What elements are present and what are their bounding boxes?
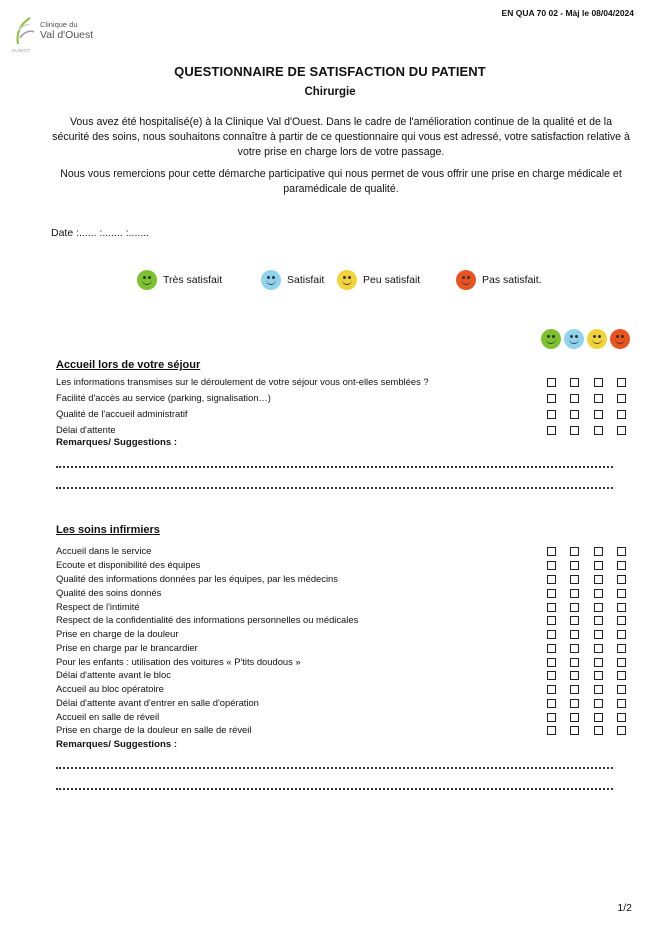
rating-checkbox-1[interactable] [547,713,556,722]
question-row: Accueil en salle de réveil [56,711,160,722]
rating-checkbox-2[interactable] [570,394,579,403]
rating-checkbox-1[interactable] [547,589,556,598]
rating-checkbox-1[interactable] [547,616,556,625]
rating-checkbox-3[interactable] [594,603,603,612]
smiley-blue-icon [261,270,281,290]
rating-checkbox-1[interactable] [547,685,556,694]
question-row: Respect de l'intimité [56,601,140,612]
rating-checkbox-4[interactable] [617,685,626,694]
rating-checkbox-2[interactable] [570,644,579,653]
rating-checkbox-3[interactable] [594,426,603,435]
rating-checkbox-3[interactable] [594,394,603,403]
rating-checkbox-1[interactable] [547,410,556,419]
rating-checkbox-3[interactable] [594,547,603,556]
question-row: Délai d'attente avant d'entrer en salle d'opération [56,697,259,708]
rating-checkbox-2[interactable] [570,699,579,708]
rating-checkbox-4[interactable] [617,547,626,556]
rating-checkbox-1[interactable] [547,561,556,570]
rating-checkbox-3[interactable] [594,658,603,667]
rating-checkbox-4[interactable] [617,630,626,639]
rating-checkbox-4[interactable] [617,589,626,598]
rating-checkbox-1[interactable] [547,658,556,667]
rating-checkbox-4[interactable] [617,394,626,403]
page-subtitle: Chirurgie [304,86,356,98]
section-title-accueil: Accueil lors de votre séjour [56,359,201,371]
logo-main-text: Val d'Ouest [40,29,94,41]
legend-label: Satisfait [287,274,325,286]
rating-checkbox-4[interactable] [617,726,626,735]
logo-small-text: Clinique du [40,20,78,29]
rating-checkbox-4[interactable] [617,426,626,435]
rating-checkbox-1[interactable] [547,378,556,387]
rating-checkbox-2[interactable] [570,616,579,625]
rating-checkbox-3[interactable] [594,616,603,625]
remarks-line[interactable] [56,466,613,468]
remarks-line[interactable] [56,767,613,769]
rating-checkbox-4[interactable] [617,603,626,612]
rating-checkbox-1[interactable] [547,547,556,556]
rating-checkbox-1[interactable] [547,630,556,639]
rating-checkbox-3[interactable] [594,575,603,584]
rating-checkbox-2[interactable] [570,658,579,667]
rating-checkbox-4[interactable] [617,575,626,584]
rating-checkbox-2[interactable] [570,671,579,680]
rating-checkbox-2[interactable] [570,410,579,419]
rating-checkbox-4[interactable] [617,671,626,680]
rating-checkbox-3[interactable] [594,671,603,680]
smiley-red-icon [610,329,630,349]
remarks-line[interactable] [56,487,613,489]
legend-item-satisfait [261,269,324,291]
rating-checkbox-4[interactable] [617,561,626,570]
legend-item-peu-satisfait [337,269,420,291]
legend-label: Peu satisfait [363,274,421,286]
rating-checkbox-1[interactable] [547,575,556,584]
clinic-logo [12,16,102,53]
rating-checkbox-2[interactable] [570,426,579,435]
legend-label: Très satisfait [163,274,223,286]
question-row: Les informations transmises sur le déroulement de votre séjour vous ont-elles semblées ? [56,376,429,387]
smiley-yellow-icon [337,270,357,290]
question-row: Ecoute et disponibilité des équipes [56,559,201,570]
date-field[interactable]: Date :...... :....... :....... [51,227,150,239]
rating-column-header [541,329,630,349]
rating-checkbox-2[interactable] [570,589,579,598]
legend-item-pas-satisfait [456,269,542,291]
rating-checkbox-4[interactable] [617,410,626,419]
page-number: 1/2 [617,902,632,914]
question-row: Respect de la confidentialité des informations personnelles ou médicales [56,614,359,625]
rating-checkbox-2[interactable] [570,630,579,639]
rating-checkbox-2[interactable] [570,561,579,570]
smiley-blue-icon [564,329,584,349]
rating-checkbox-3[interactable] [594,589,603,598]
rating-checkbox-1[interactable] [547,394,556,403]
legend-label: Pas satisfait. [482,274,542,286]
rating-checkbox-1[interactable] [547,603,556,612]
rating-checkbox-3[interactable] [594,726,603,735]
rating-checkbox-3[interactable] [594,699,603,708]
question-row: Délai d'attente avant le bloc [56,669,171,680]
question-row: Facilité d'accès au service (parking, signalisation…) [56,392,271,403]
rating-checkbox-2[interactable] [570,713,579,722]
smiley-green-icon [541,329,561,349]
question-row: Prise en charge de la douleur [56,628,179,639]
rating-checkbox-3[interactable] [594,713,603,722]
rating-checkbox-1[interactable] [547,644,556,653]
rating-checkbox-2[interactable] [570,575,579,584]
question-row: Qualité de l'accueil administratif [56,408,188,419]
rating-checkbox-3[interactable] [594,685,603,694]
smiley-red-icon [456,270,476,290]
question-row: Délai d'attente [56,424,116,435]
leaf-logo-icon [12,16,38,46]
remarks-label: Remarques/ Suggestions : [56,437,178,448]
rating-checkbox-2[interactable] [570,547,579,556]
rating-checkbox-2[interactable] [570,685,579,694]
rating-checkbox-4[interactable] [617,699,626,708]
rating-checkbox-3[interactable] [594,561,603,570]
page-title: QUESTIONNAIRE DE SATISFACTION DU PATIENT [174,64,486,79]
rating-checkbox-4[interactable] [617,658,626,667]
smiley-yellow-icon [587,329,607,349]
question-row: Pour les enfants : utilisation des voitures « P'tits doudous » [56,656,301,667]
intro-paragraph-1: Vous avez été hospitalisé(e) à la Clinique Val d'Ouest. Dans le cadre de l'amélioration continue de la qualité et de la sécurité des soins, nous souhaitons connaître à partir de ce questionnaire qui vous est adressé, votre satisfaction relative à votre prise en charge lors de votre passage. [52,116,630,158]
smiley-green-icon [137,270,157,290]
logo-tag-text: KUNIOT [12,48,31,53]
section-title-soins: Les soins infirmiers [56,524,160,536]
question-row: Prise en charge de la douleur en salle de réveil [56,724,252,735]
question-row: Accueil dans le service [56,545,152,556]
rating-checkbox-4[interactable] [617,378,626,387]
rating-checkbox-3[interactable] [594,378,603,387]
question-row: Qualité des soins donnés [56,587,162,598]
rating-checkbox-1[interactable] [547,699,556,708]
question-row: Qualité des informations données par les équipes, par les médecins [56,573,338,584]
question-row: Prise en charge par le brancardier [56,642,198,653]
intro-paragraph-2: Nous vous remercions pour cette démarche participative qui nous permet de vous offrir une prise en charge médicale et paramédicale de qualité. [60,168,622,195]
remarks-label: Remarques/ Suggestions : [56,739,178,750]
rating-checkbox-2[interactable] [570,603,579,612]
rating-checkbox-1[interactable] [547,671,556,680]
legend-item-tres-satisfait [137,269,222,291]
rating-checkbox-3[interactable] [594,630,603,639]
rating-checkbox-3[interactable] [594,644,603,653]
question-row: Accueil au bloc opératoire [56,683,164,694]
rating-checkbox-4[interactable] [617,644,626,653]
rating-checkbox-2[interactable] [570,726,579,735]
rating-checkbox-4[interactable] [617,616,626,625]
rating-checkbox-1[interactable] [547,426,556,435]
rating-checkbox-4[interactable] [617,713,626,722]
rating-checkbox-2[interactable] [570,378,579,387]
document-reference: EN QUA 70 02 - Màj le 08/04/2024 [501,8,634,18]
rating-checkbox-1[interactable] [547,726,556,735]
rating-checkbox-3[interactable] [594,410,603,419]
remarks-line[interactable] [56,788,613,790]
